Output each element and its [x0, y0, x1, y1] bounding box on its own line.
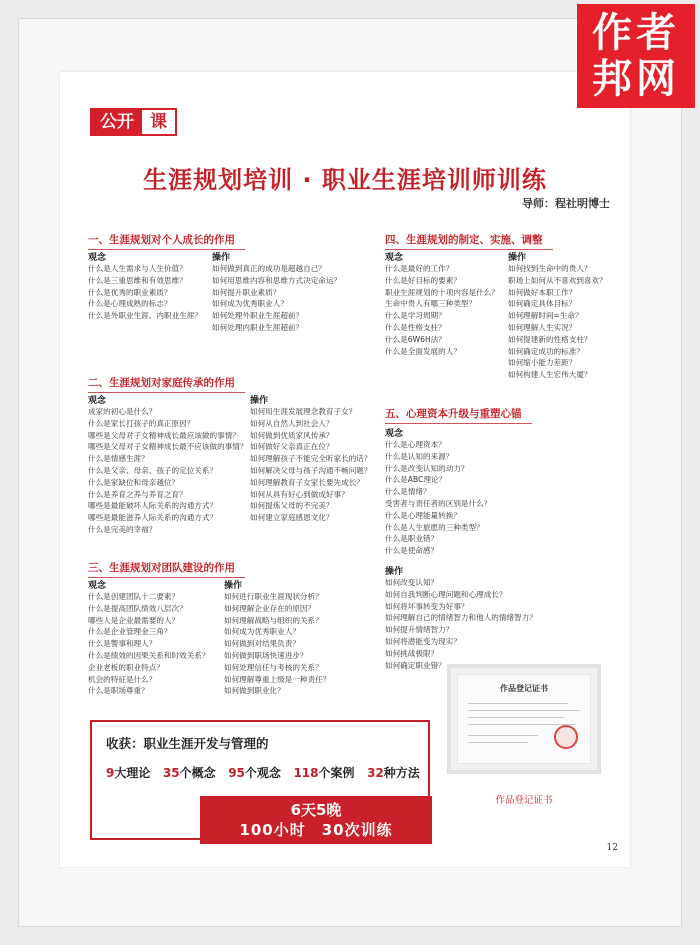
list-item: 如何改变认知？ — [385, 578, 439, 587]
section-2-concepts — [88, 406, 247, 536]
list-item: 如何理解时间=生命？ — [508, 311, 583, 321]
list-item: 如何提升情绪智力？ — [385, 625, 454, 635]
list-item: 如何挑战极限？ — [385, 648, 439, 658]
list-item: 什么是警事和理人？ — [88, 639, 157, 649]
list-item: 哪些是父母对子女精神成长最应该做的事情？ — [88, 430, 240, 440]
stat-label: 种方法 — [383, 766, 420, 780]
stat-label: 大理论 — [114, 766, 151, 780]
section-1-head-concept: 观念 — [88, 253, 107, 263]
section-1-concepts — [88, 263, 202, 322]
list-item: 什么是养育之养与养育之育？ — [88, 489, 187, 499]
certificate-caption: 作品登记证书 — [495, 795, 553, 806]
list-item: 如何用生涯发展理念教育子女？ — [250, 407, 357, 416]
section-1-title: 一、生涯规划对个人成长的作用 — [88, 234, 235, 246]
section-3-title: 三、生涯规划对团队建设的作用 — [88, 562, 235, 574]
duration-banner — [200, 796, 432, 844]
stat-label: 个观念 — [244, 766, 281, 780]
instructor-line: 导师：程社明博士 — [522, 197, 610, 210]
list-item: 成家的初心是什么？ — [88, 407, 157, 416]
red-seal-icon — [554, 725, 578, 749]
section-2-title: 二、生涯规划对家庭传承的作用 — [88, 377, 235, 389]
list-item: 如何确定职业错？ — [385, 660, 446, 670]
duration-line-1: 6天5晚 — [290, 801, 342, 819]
list-item: 如何提炼父母的不完美？ — [250, 501, 334, 511]
list-item: 如何从自然人到社会人？ — [250, 418, 334, 428]
list-item: 如何确定具体目标？ — [508, 299, 577, 309]
list-item: 什么是父亲、母亲、孩子的定位关系？ — [88, 465, 218, 475]
list-item: 企业老板的职业特点？ — [88, 662, 164, 672]
list-item: 哪些是父母对子女精神成长最不应该做的事情？ — [88, 442, 248, 452]
list-item: 如何成为优秀职业人？ — [224, 627, 300, 637]
list-item: 如何成为优秀职业人？ — [212, 299, 288, 309]
section-5-head-operation: 操作 — [385, 567, 404, 577]
stat-number: 9 — [106, 766, 115, 780]
list-item: 如何提升职业素质？ — [212, 287, 281, 297]
list-item: 什么是最好的工作？ — [385, 264, 454, 273]
section-3-concepts — [88, 591, 210, 697]
certificate-text-line — [468, 703, 568, 704]
list-item: 什么是性格支柱？ — [385, 322, 446, 332]
list-item: 什么是创建团队十二要素？ — [88, 592, 180, 601]
stat-number: 32 — [367, 766, 384, 780]
list-item: 如何理解教育子女家长要先成长？ — [250, 477, 364, 487]
watermark-line-2: 邦网 — [592, 56, 680, 102]
section-5-title: 五、心理资本升级与重塑心锚 — [385, 408, 522, 420]
section-4-title: 四、生涯规划的制定、实施、调整 — [385, 234, 543, 246]
section-2-operations — [250, 406, 372, 524]
stat-number: 95 — [228, 766, 245, 780]
section-2-head-concept: 观念 — [88, 396, 107, 406]
list-item: 什么是外职业生涯、内职业生涯？ — [88, 311, 202, 321]
certificate-text-line — [468, 717, 564, 718]
section-5-head-concept: 观念 — [385, 429, 404, 439]
list-item: 什么是ABC理论？ — [385, 475, 447, 485]
list-item: 如何理解人生实况？ — [508, 322, 577, 332]
list-item: 什么是使命感？ — [385, 546, 439, 556]
section-3-head-concept: 观念 — [88, 581, 107, 591]
duration-line-2: 100小时 30次训练 — [239, 821, 393, 839]
list-item: 什么是改变认知的动力？ — [385, 463, 469, 473]
list-item: 如何解决父母与孩子沟通不畅问题？ — [250, 465, 372, 475]
list-item: 机会的特征是什么？ — [88, 674, 157, 684]
list-item: 如何将坏事转变为好事？ — [385, 601, 469, 611]
certificate-text-line — [468, 742, 528, 743]
stat-label: 个案例 — [318, 766, 355, 780]
list-item: 如何将潜能变为现实？ — [385, 636, 461, 646]
section-5-operations — [385, 577, 537, 671]
list-item: 如何理解自己的情绪智力和他人的情绪智力？ — [385, 613, 537, 623]
list-item: 什么是学习周期？ — [385, 311, 446, 321]
list-item: 什么是人生旅愿的三种类型？ — [385, 522, 484, 532]
list-item: 什么是绩效的因果关系和时效关系？ — [88, 650, 210, 660]
stat-label: 个概念 — [179, 766, 216, 780]
list-item: 什么是心理资本？ — [385, 440, 446, 449]
list-item: 哪些是最能滋养人际关系的沟通方式？ — [88, 513, 218, 523]
stat-number: 35 — [162, 766, 180, 780]
list-item: 如何做好父亲真正在位？ — [250, 442, 334, 452]
list-item: 什么是优秀的职业素质？ — [88, 287, 172, 297]
list-item: 职场上如何从不喜欢到喜欢？ — [508, 275, 607, 285]
list-item: 什么是家长打孩子的真正原因？ — [88, 418, 195, 428]
watermark-line-1: 作者 — [592, 10, 680, 56]
page-number: 12 — [606, 843, 618, 853]
certificate-heading: 作品登记证书 — [500, 684, 548, 693]
harvest-box — [90, 720, 430, 840]
list-item: 什么是情感生涯？ — [88, 454, 149, 464]
section-3-head-operation: 操作 — [224, 581, 243, 591]
list-item: 什么是全面发展的人？ — [385, 346, 461, 356]
list-item: 职业生涯规划的十项内容是什么？ — [385, 287, 499, 297]
certificate-text-line — [468, 735, 538, 736]
list-item: 如何进行职业生涯现状分析？ — [224, 592, 323, 601]
list-item: 如何做到对结果负责？ — [224, 639, 300, 649]
list-item: 哪些人是企业最需要的人？ — [88, 615, 180, 625]
magazine-page — [60, 72, 630, 867]
list-item: 什么是6W6H法？ — [385, 334, 446, 344]
list-item: 如何找到生命中的贵人？ — [508, 264, 592, 273]
list-item: 什么是心理能量转换？ — [385, 510, 461, 520]
list-item: 如何理解企业存在的原因？ — [224, 603, 316, 613]
section-3-operations — [224, 591, 330, 697]
list-item: 如何缩小能力差距？ — [508, 358, 577, 368]
section-5-concepts — [385, 439, 491, 557]
certificate-text-line — [468, 724, 576, 725]
list-item: 什么是企业管理金三角？ — [88, 627, 172, 637]
badge-part-outline: 课 — [140, 108, 177, 136]
list-item: 什么是人生需求与人生价值？ — [88, 264, 187, 273]
section-1-operations — [212, 263, 341, 334]
list-item: 如何自我判断心理问题和心理成长？ — [385, 589, 507, 599]
section-2-head-operation: 操作 — [250, 396, 269, 406]
harvest-stats — [106, 764, 420, 781]
list-item: 如何理解孩子不能完全听家长的话？ — [250, 454, 372, 464]
public-course-badge — [90, 105, 177, 139]
list-item: 什么是认知的来源？ — [385, 451, 454, 461]
list-item: 如何处理信任与考核的关系？ — [224, 662, 323, 672]
certificate-text-line — [468, 710, 580, 711]
certificate-paper — [457, 674, 591, 764]
list-item: 如何处理内职业生涯超前？ — [212, 322, 304, 332]
list-item: 什么是家缺位和母亲越位？ — [88, 477, 180, 487]
certificate-image — [447, 664, 601, 774]
section-4-head-operation: 操作 — [508, 253, 527, 263]
list-item: 如何提建新的性格支柱？ — [508, 334, 592, 344]
list-item: 什么是提高团队绩效八层次？ — [88, 603, 187, 613]
list-item: 什么是三重思维和有效思维？ — [88, 275, 187, 285]
list-item: 如何做好本职工作？ — [508, 287, 577, 297]
list-item: 如何用思维内容和思维方式决定命运？ — [212, 275, 342, 285]
list-item: 什么是完美的幸福？ — [88, 524, 157, 534]
list-item: 如何做到优质家风传承？ — [250, 430, 334, 440]
page-title: 生涯规划培训 · 职业生涯培训师训练 — [143, 166, 547, 194]
list-item: 如何建立家庭感恩文化？ — [250, 513, 334, 523]
list-item: 如何理解战略与组织的关系？ — [224, 615, 323, 625]
list-item: 什么是职业错？ — [385, 534, 439, 544]
section-4-concepts — [385, 263, 499, 357]
list-item: 如何做到真正的成功是超越自己？ — [212, 264, 326, 273]
list-item: 如何理解尊重上级是一种责任？ — [224, 674, 331, 684]
section-4-head-concept: 观念 — [385, 253, 404, 263]
badge-part-red: 公开 — [90, 108, 140, 136]
list-item: 如何确定成功的标准？ — [508, 346, 584, 356]
list-item: 什么是心理成熟的标志？ — [88, 299, 172, 309]
list-item: 如何处理外职业生涯超前？ — [212, 311, 304, 321]
stat-number: 118 — [293, 766, 319, 780]
list-item: 如何做到职业化？ — [224, 686, 285, 696]
section-4-operations — [508, 263, 607, 381]
list-item: 什么是好目标的要素？ — [385, 275, 461, 285]
list-item: 哪些是最能破坏人际关系的沟通方式？ — [88, 501, 218, 511]
list-item: 生命中贵人有哪三种类型？ — [385, 299, 477, 309]
watermark-logo — [577, 4, 695, 108]
list-item: 如何构建人生宏伟大厦？ — [508, 370, 592, 380]
list-item: 什么是职场尊重？ — [88, 686, 149, 696]
list-item: 受害者与责任者的区别是什么？ — [385, 498, 492, 508]
harvest-title: 收获：职业生涯开发与管理的 — [106, 736, 269, 751]
list-item: 如何从具有好心到做成好事？ — [250, 489, 349, 499]
list-item: 什么是情绪？ — [385, 487, 431, 497]
list-item: 如何做到职场快速进步？ — [224, 650, 308, 660]
section-1-head-operation: 操作 — [212, 253, 231, 263]
